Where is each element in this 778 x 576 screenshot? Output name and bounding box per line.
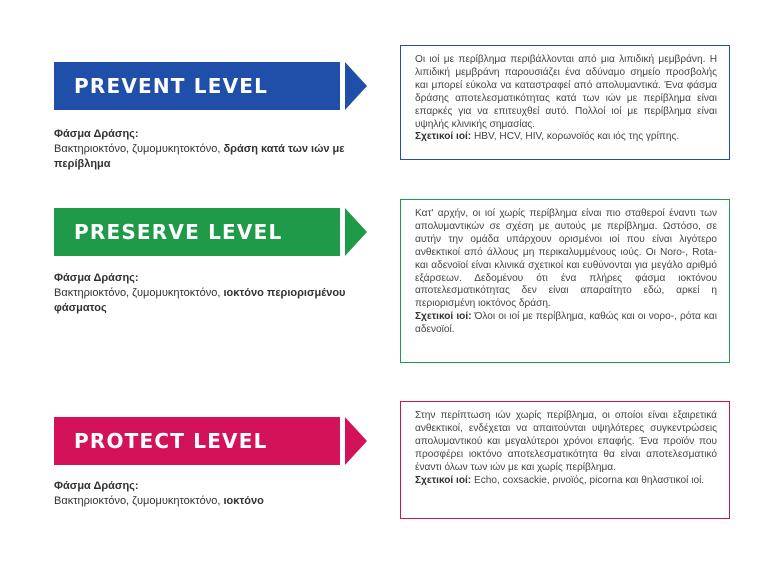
preserve-arrow-icon — [345, 208, 367, 256]
protect-relevant-label: Σχετικοί ιοί: — [415, 474, 472, 486]
prevent-level-banner — [54, 62, 340, 110]
prevent-arrow-icon — [345, 62, 367, 110]
prevent-description: Οι ιοί με περίβλημα περιβάλλονται από μια λιπιδική μεμβράνη. Η λιπιδική μεμβράνη παρουσιάζει ένα αδύναμο σημείο προσβολής και μπορεί εύκολα να καταστραφεί από απολυμαντικά. Ένα φάσμα δράσης αποτελεσματικότητας κατά των ιών με περίβλημα είναι επαρκές για να επιτευχθεί αυτό. Πολλοί ιοί με περίβλημα είναι υψηλής κλινικής σημασίας. — [415, 54, 717, 130]
protect-relevant-text: Echo, coxsackie, ρινοϊός, picorna και θηλαστικοί ιοί. — [471, 474, 705, 486]
protect-arrow-icon — [345, 417, 367, 465]
protect-spectrum-label: Φάσμα Δράσης: — [54, 480, 139, 492]
protect-spectrum-bold: ιοκτόνο — [223, 495, 264, 507]
preserve-level-banner — [54, 208, 340, 256]
preserve-level-title: PRESERVE LEVEL — [74, 220, 283, 244]
prevent-spectrum-label: Φάσμα Δράσης: — [54, 128, 139, 140]
prevent-relevant-text: HBV, HCV, HIV, κορωνοϊός και ιός της γρίπης. — [471, 131, 680, 143]
protect-spectrum-text: Βακτηριοκτόνο, ζυμομυκητοκτόνο, — [54, 495, 224, 507]
protect-level-banner — [54, 417, 340, 465]
preserve-relevant-label: Σχετικοί ιοί: — [415, 311, 472, 323]
preserve-spectrum-text: Βακτηριοκτόνο, ζυμομυκητοκτόνο, — [54, 287, 224, 299]
preserve-description-box — [400, 199, 730, 363]
protect-description: Στην περίπτωση ιών χωρίς περίβλημα, οι οποίοι είναι εξαιρετικά ανθεκτικοί, ενδέχεται να απαιτούνται υψηλότερες συγκεντρώσεις απολυμαντικού και μεγαλύτεροι χρόνοι επαφής. Ένα προϊόν που προσφέρει ιοκτόνο αποτελεσματικότητα θα είναι αποτελεσματικό έναντι όλων των ιών με και χωρίς περίβλημα. — [415, 410, 717, 473]
prevent-spectrum — [54, 127, 354, 172]
preserve-description: Κατ' αρχήν, οι ιοί χωρίς περίβλημα είναι πιο σταθεροί έναντι των απολυμαντικών σε σχέση με αυτούς με περίβλημα. Ωστόσο, σε αυτήν την ομάδα υπάρχουν ορισμένοι ιοί που είναι λιγότερο ανθεκτικοί από άλλους μη περικαλυμμένους ιούς. Οι Noro-, Rota- και αδενοϊοί είναι κλινικά σχετικοί και ευθύνονται για μεγάλο αριθμό εξάρσεων. Δεδομένου ότι ένα πλήρες φάσμα ιοκτόνου αποτελεσματικότητας δεν είναι απαραίτητο εδώ, αρκεί η περιορισμένη ιοκτόνος δράση. — [415, 208, 717, 310]
prevent-description-box — [400, 45, 730, 160]
preserve-spectrum-label: Φάσμα Δράσης: — [54, 272, 139, 284]
prevent-spectrum-bold: δράση κατά των ιών με περίβλημα — [54, 143, 345, 170]
protect-level-title: PROTECT LEVEL — [74, 429, 268, 453]
protect-description-box — [400, 401, 730, 519]
preserve-spectrum — [54, 271, 354, 316]
protect-spectrum — [54, 479, 354, 509]
preserve-spectrum-bold: ιοκτόνο περιορισμένου φάσματος — [54, 287, 346, 314]
prevent-level-title: PREVENT LEVEL — [74, 74, 269, 98]
prevent-relevant-label: Σχετικοί ιοί: — [415, 131, 472, 143]
prevent-spectrum-text: Βακτηριοκτόνο, ζυμομυκητοκτόνο, — [54, 143, 224, 155]
preserve-relevant-text: Όλοι οι ιοί με περίβλημα, καθώς και οι νορο-, ρότα και αδενοϊοί. — [415, 311, 717, 336]
